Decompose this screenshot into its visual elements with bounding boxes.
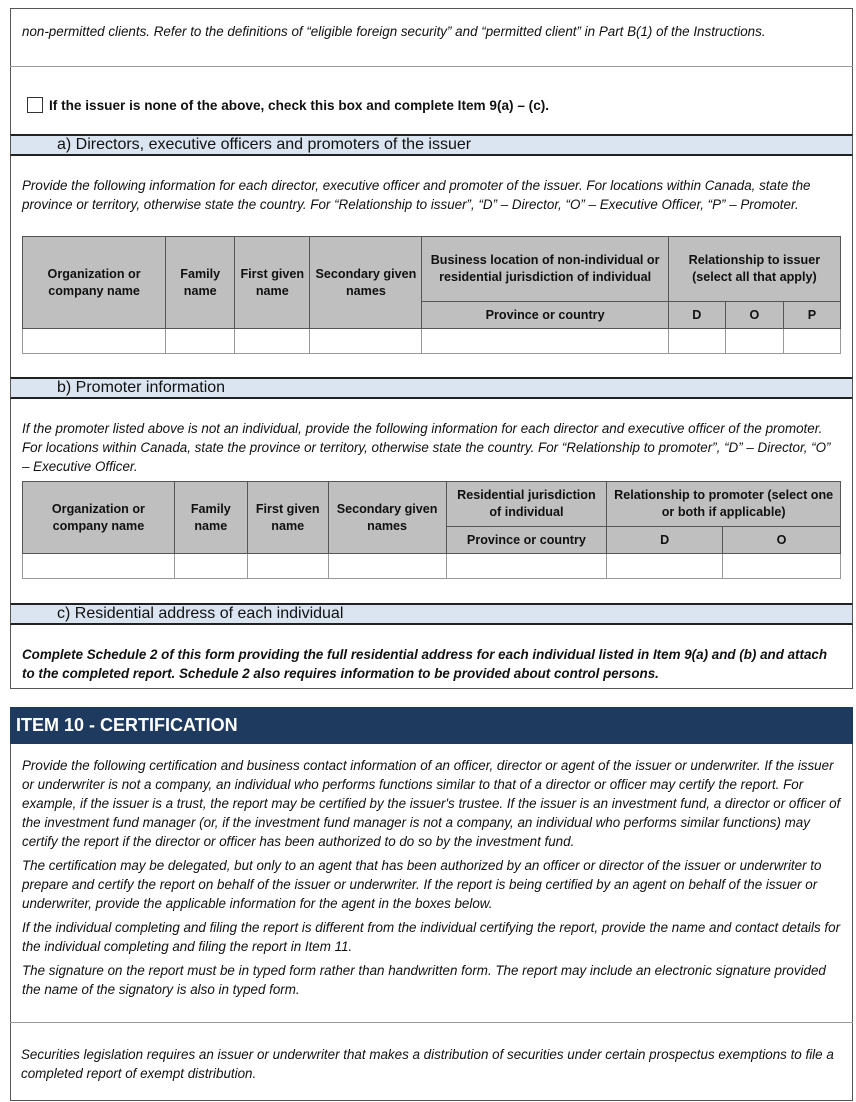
- col-first-given-name: First given name: [247, 482, 328, 554]
- cell-family-name[interactable]: [166, 329, 235, 354]
- cell-organization[interactable]: [23, 329, 166, 354]
- divider: [10, 66, 853, 67]
- cell-province-or-country[interactable]: [422, 329, 668, 354]
- item10-header: ITEM 10 - CERTIFICATION: [10, 707, 853, 744]
- section-b-title: b) Promoter information: [10, 377, 853, 399]
- none-above-checkbox[interactable]: [27, 97, 43, 113]
- cell-director[interactable]: [607, 554, 723, 579]
- section-b-table: [22, 481, 841, 579]
- cell-family-name[interactable]: [174, 554, 247, 579]
- cell-director[interactable]: [668, 329, 725, 354]
- section-a-title: a) Directors, executive officers and promoters of the issuer: [10, 134, 853, 156]
- subcol-province-or-country: Province or country: [422, 302, 668, 329]
- divider: [10, 1022, 853, 1023]
- col-secondary-given-names: Secondary given names: [328, 482, 446, 554]
- item10-paragraph-1: Provide the following certification and business contact information of an officer, director or agent of the issuer or underwriter. If the issuer or underwriter is not a company, an individual who performs functions similar to that of a director or officer may certify the report. For example, if the issuer is a trust, the report may be certified by the issuer's trustee. If the issuer is an investment fund, a director or officer of the investment fund manager (or, if the investment fund manager is not a company, an individual who performs similar functions) may certify the report if the director or officer has been authorized to do so by the investment fund.: [22, 758, 841, 849]
- col-family-name: Family name: [166, 237, 235, 329]
- cell-first-given-name[interactable]: [235, 329, 310, 354]
- item10-paragraphs: [22, 756, 844, 999]
- cell-secondary-given-names[interactable]: [328, 554, 446, 579]
- item10-paragraph-2: The certification may be delegated, but only to an agent that has been authorized by an officer or director of the issuer or underwriter to prepare and certify the report on behalf of the issuer or underwriter. If the report is being certified by an agent on behalf of the issuer or underwriter, provide the applicable information for the agent in the boxes below.: [22, 858, 822, 911]
- section-c-instructions: Complete Schedule 2 of this form providing the full residential address for each individual listed in Item 9(a) and (b) and attach to the completed report. Schedule 2 also requires information to be provided about control persons.: [22, 647, 828, 681]
- cell-executive-officer[interactable]: [725, 329, 783, 354]
- subcol-director: D: [607, 527, 723, 554]
- cell-promoter[interactable]: [783, 329, 840, 354]
- subcol-province-or-country: Province or country: [446, 527, 607, 554]
- cell-first-given-name[interactable]: [247, 554, 328, 579]
- cell-province-or-country[interactable]: [446, 554, 607, 579]
- subcol-executive-officer: O: [725, 302, 783, 329]
- item10-paragraph-3: If the individual completing and filing the report is different from the individual certifying the report, provide the name and contact details for the individual completing and filing the report in Item 11.: [22, 920, 841, 954]
- col-organization: Organization or company name: [23, 237, 166, 329]
- col-relationship-to-promoter: Relationship to promoter (select one or both if applicable): [607, 482, 841, 527]
- col-secondary-given-names: Secondary given names: [310, 237, 422, 329]
- none-above-label: If the issuer is none of the above, check this box and complete Item 9(a) – (c).: [49, 98, 550, 113]
- section-a-instructions: Provide the following information for each director, executive officer and promoter of the issuer. For locations within Canada, state the province or territory, otherwise state the country. For “Relationship to issuer”, “D” – Director, “O” – Executive Officer, “P” – Promoter.: [22, 178, 811, 212]
- item10-footer-note: Securities legislation requires an issuer or underwriter that makes a distribution of securities under certain prospectus exemptions to file a completed report of exempt distribution.: [21, 1047, 834, 1081]
- col-first-given-name: First given name: [235, 237, 310, 329]
- cell-secondary-given-names[interactable]: [310, 329, 422, 354]
- subcol-promoter: P: [783, 302, 840, 329]
- col-relationship-to-issuer: Relationship to issuer (select all that apply): [668, 237, 840, 302]
- top-note-box: [10, 8, 853, 134]
- section-c-box: [10, 625, 853, 689]
- col-business-location: Business location of non-individual or residential jurisdiction of individual: [422, 237, 668, 302]
- col-family-name: Family name: [174, 482, 247, 554]
- subcol-executive-officer: O: [723, 527, 841, 554]
- item10-paragraph-4: The signature on the report must be in typed form rather than handwritten form. The report may include an electronic signature provided the name of the signatory is also in typed form.: [22, 963, 826, 997]
- col-residential-jurisdiction: Residential jurisdiction of individual: [446, 482, 607, 527]
- top-note-text: non-permitted clients. Refer to the definitions of “eligible foreign security” and “permitted client” in Part B(1) of the Instructions.: [22, 24, 766, 39]
- section-c-title: c) Residential address of each individual: [10, 603, 853, 625]
- cell-executive-officer[interactable]: [723, 554, 841, 579]
- subcol-director: D: [668, 302, 725, 329]
- cell-organization[interactable]: [23, 554, 175, 579]
- col-organization: Organization or company name: [23, 482, 175, 554]
- section-b-instructions: If the promoter listed above is not an individual, provide the following information for each director and executive officer of the promoter. For locations within Canada, state the province or territory, otherwise state the country. For “Relationship to promoter”, “D” – Director, “O” – Executive Officer.: [22, 421, 831, 474]
- section-a-table: [22, 236, 841, 354]
